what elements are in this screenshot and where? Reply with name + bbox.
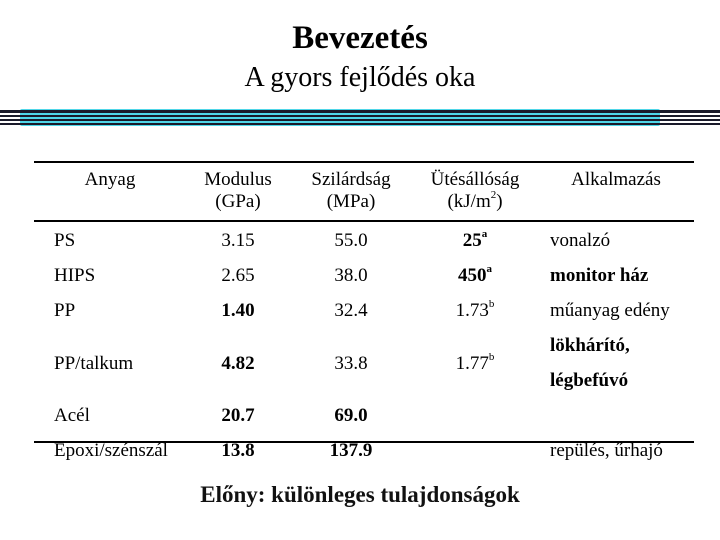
cell-modulus: 20.7	[221, 405, 255, 426]
cell-alkalmazas: műanyag edény	[550, 300, 670, 321]
cell-alkalmazas: repülés, űrhajó	[550, 440, 663, 461]
header-szilardsag	[290, 165, 412, 223]
impact-note: b	[488, 298, 495, 310]
table-row	[34, 223, 694, 258]
cell-alkalmazas: monitor ház	[550, 265, 649, 286]
table-row	[34, 293, 694, 328]
table-row	[34, 398, 694, 433]
header-unit-end: )	[496, 191, 503, 212]
impact-note: a	[481, 228, 488, 240]
header-unit: (kJ/m	[447, 191, 491, 212]
cell-szilardsag: 69.0	[334, 405, 368, 426]
cell-modulus: 3.15	[221, 230, 255, 251]
slide-footer: Előny: különleges tulajdonságok	[200, 482, 520, 507]
cell-anyag: PP/talkum	[54, 352, 134, 374]
impact-value: 25	[462, 230, 482, 251]
table-header-row	[34, 165, 694, 223]
rule-line	[0, 110, 720, 113]
slide-title: Bevezetés	[292, 20, 428, 56]
cell-szilardsag: 33.8	[334, 352, 368, 374]
cell-utesallosag	[412, 293, 538, 328]
cell-anyag: PS	[54, 230, 76, 251]
impact-value: 450	[458, 265, 487, 286]
impact-note: a	[486, 263, 492, 275]
table-top-rule	[34, 161, 694, 163]
cell-anyag: HIPS	[54, 265, 96, 286]
header-utesallosag	[412, 165, 538, 223]
cell-modulus: 4.82	[221, 352, 255, 374]
cell-anyag: Acél	[54, 405, 90, 426]
cell-szilardsag: 32.4	[334, 300, 368, 321]
header-label: Szilárdság	[311, 169, 391, 190]
cell-anyag: Epoxi/szénszál	[54, 440, 168, 461]
cell-utesallosag	[412, 433, 538, 468]
cell-modulus: 13.8	[221, 440, 255, 461]
header-unit: (MPa)	[326, 191, 376, 212]
cell-modulus: 1.40	[221, 300, 255, 321]
cell-szilardsag: 137.9	[329, 440, 373, 461]
rule-line	[0, 119, 720, 121]
header-modulus	[186, 165, 290, 223]
header-alkalmazas	[538, 165, 694, 223]
cell-szilardsag: 38.0	[334, 265, 368, 286]
table-row	[34, 328, 694, 398]
rule-line	[0, 123, 720, 125]
header-label: Ütésállóság	[430, 169, 520, 190]
cell-alkalmazas: lökhárító, légbefúvó	[550, 335, 630, 391]
cell-utesallosag	[412, 328, 538, 398]
cell-anyag: PP	[54, 300, 76, 321]
header-label: Alkalmazás	[571, 169, 661, 190]
cell-modulus: 2.65	[221, 265, 255, 286]
slide-subtitle: A gyors fejlődés oka	[244, 62, 476, 93]
header-label: Anyag	[84, 169, 136, 190]
cell-alkalmazas: vonalzó	[550, 230, 611, 251]
impact-note: b	[488, 350, 495, 363]
header-anyag	[34, 165, 186, 223]
cell-utesallosag	[412, 258, 538, 293]
properties-table	[34, 165, 694, 468]
rule-line	[0, 115, 720, 117]
impact-value: 1.73	[455, 300, 489, 321]
cell-alkalmazas	[538, 398, 694, 433]
cell-utesallosag	[412, 223, 538, 258]
header-label: Modulus	[204, 169, 272, 190]
header-unit: (GPa)	[215, 191, 261, 212]
table-row	[34, 433, 694, 468]
impact-value: 1.77	[455, 352, 489, 374]
header-rule	[0, 108, 720, 126]
cell-szilardsag: 55.0	[334, 230, 368, 251]
table-row	[34, 258, 694, 293]
cell-utesallosag	[412, 398, 538, 433]
header-unit-superscript: 2	[490, 189, 497, 201]
